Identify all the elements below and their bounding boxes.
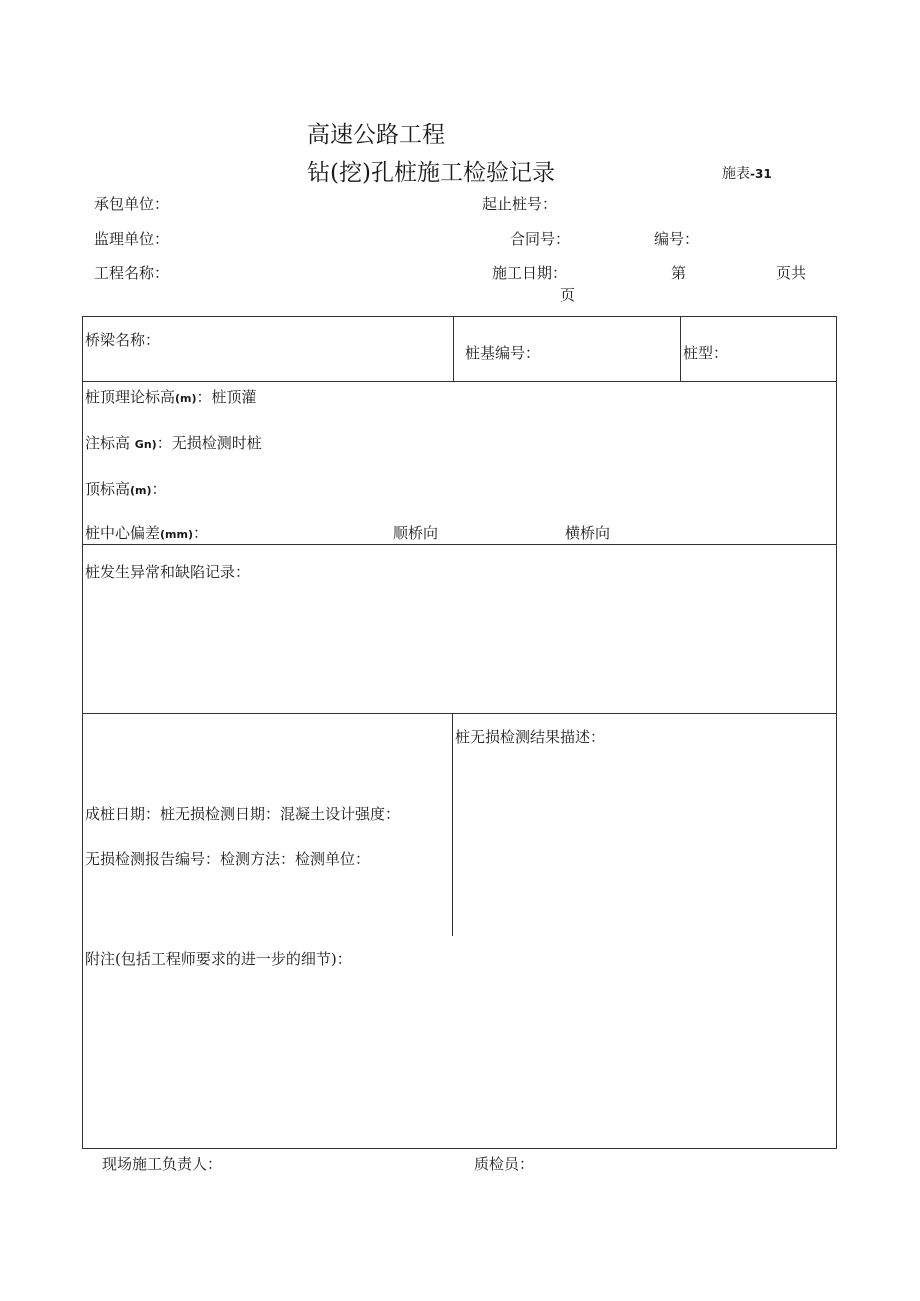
divider [82,713,837,714]
dates-line: 成桩日期：桩无损检测日期：混凝土设计强度： [85,805,401,823]
page-suffix: 页 [560,286,576,304]
center-deviation-line [85,522,208,543]
pour-elevation-line [85,432,262,453]
unit-gn: Gn) [134,438,157,451]
form-number [722,163,772,183]
pile-type-label: 桩型： [683,344,729,362]
colon-2: ： [193,524,209,542]
divider [82,544,837,545]
page-mid: 页共 [776,264,807,282]
page-prefix: 第 [671,264,687,282]
pour-elev-label-b: 注标高 [85,434,131,452]
top-elevation-line [85,478,167,499]
form-prefix: 施表 [722,166,750,182]
pour-elev-label-a: ：桩顶灌 [196,388,257,406]
divider [453,316,454,382]
anomaly-record-label: 桩发生异常和缺陷记录： [85,563,251,581]
title-line-2: 钻(挖)孔桩施工检验记录 [307,160,555,186]
inspector-label: 质检员： [474,1155,535,1173]
center-dev-label: 桩中心偏差 [85,524,161,542]
unit-mm: (mm) [160,528,193,541]
supervisor-label: 监理单位： [94,230,170,248]
project-name-label: 工程名称： [94,264,170,282]
along-bridge-label: 顺桥向 [393,524,439,542]
unit-m: (m) [175,392,197,405]
contract-no-label: 合同号： [510,230,571,248]
pile-no-label: 桩基编号： [465,344,541,362]
ndt-top-elev-label: ：无损检测时桩 [156,434,262,452]
unit-m-2: (m) [130,484,152,497]
across-bridge-label: 横桥向 [565,524,611,542]
form-no: -31 [750,167,772,181]
title-line-1: 高速公路工程 [307,122,445,148]
construction-date-label: 施工日期： [492,264,568,282]
serial-no-label: 编号： [654,230,700,248]
colon: ： [151,480,167,498]
divider [82,381,837,382]
report-line: 无损检测报告编号：检测方法：检测单位： [85,850,371,868]
site-manager-label: 现场施工负责人： [102,1155,223,1173]
contractor-label: 承包单位： [94,195,170,213]
top-elev-label: 顶标高 [85,480,131,498]
station-range-label: 起止桩号： [482,195,558,213]
divider [680,316,681,382]
divider [452,713,453,936]
bridge-name-label: 桥梁名称： [85,331,161,349]
remarks-label: 附注(包括工程师要求的进一步的细节)： [85,950,352,968]
design-top-elevation-line [85,386,257,407]
design-top-elev-label: 桩顶理论标高 [85,388,176,406]
ndt-result-desc-label: 桩无损检测结果描述： [455,728,606,746]
